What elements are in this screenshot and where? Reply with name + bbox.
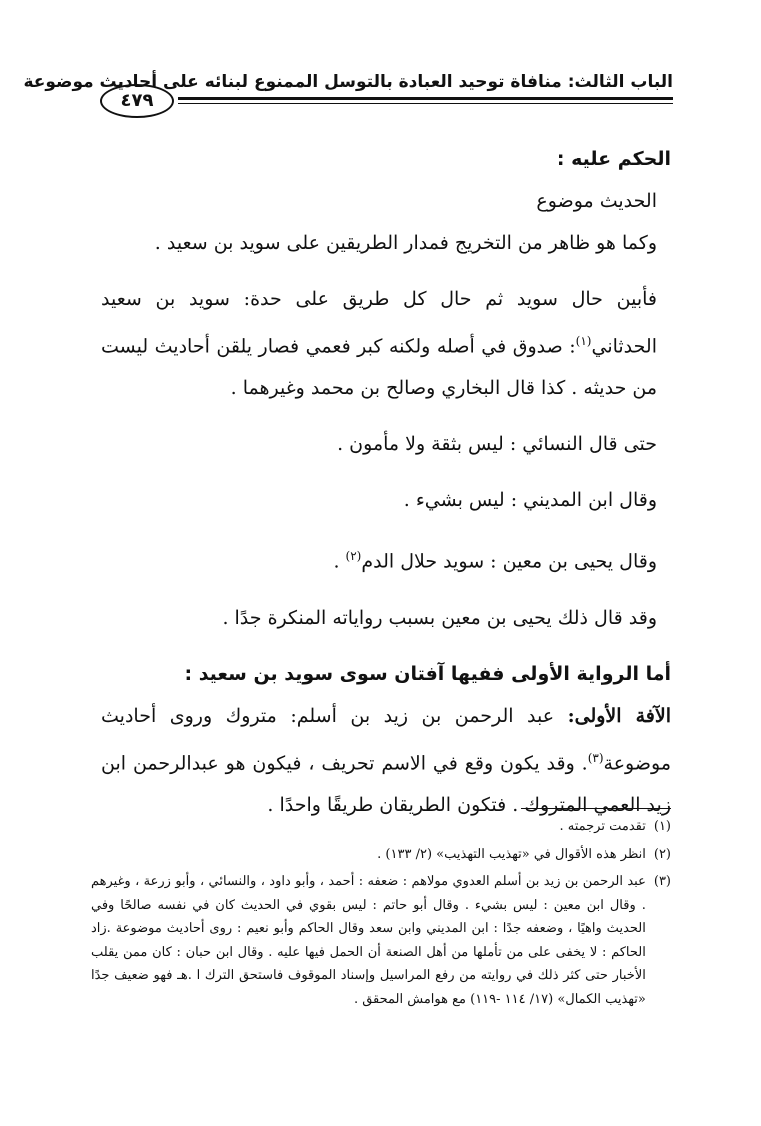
ruling-heading: الحكم عليه : <box>556 148 671 170</box>
footnote-1 <box>91 815 671 839</box>
footnote-text: عبد الرحمن بن زيد بن أسلم العدوي مولاهم : ضعفه : أحمد ، وأبو داود ، والنسائي ، وأبو زرعة ، وغيرهم . وقال ابن معين : ليس بشيء . وقال أبو حاتم : ليس بقوي في الحديث كان في نفسه صالحًا وفي الحديث واهيًا ، وضعفه جدًا : ابن المديني وابن سعد وقال الحاكم وأبو نعيم : روى أحاديث موضوعة .زاد الحاكم : لا يخفى على من تأملها من أهل الصنعة أن الحمل فيها عليه . وقال ابن حبان : كان ممن يقلب الأخبار حتى كثر ذلك في روايته من رفع المراسيل وإسناد الموقوف فاستحق الترك ا .هـ فهو ضعيف جدًا «تهذيب الكمال» (١٧/ ١١٤ -١١٩) مع هوامش المحقق . <box>91 874 646 1007</box>
main-text <box>101 138 671 826</box>
paragraph-7-start: عبد الرحمن بن زيد بن أسلم: متروك وروى أحاديث موضوعة <box>101 704 671 774</box>
chapter-header-title: الباب الثالث: منافاة توحيد العبادة بالتوسل الممنوع لبنائه على أحاديث موضوعة <box>23 72 673 92</box>
verdict-line: الحديث موضوع <box>536 190 657 212</box>
paragraph-6: وقد قال ذلك يحيى بن معين بسبب رواياته المنكرة جدًا . <box>222 606 657 629</box>
footnote-separator <box>521 808 671 809</box>
footnote-ref-2: (٢) <box>345 549 362 564</box>
footnote-number: (٣) <box>653 874 671 889</box>
header-rule-thin <box>178 103 673 104</box>
footnote-3 <box>91 870 671 1011</box>
paragraph-7-end: . وقد يكون وقع في الاسم تحريف ، فيكون هو عبدالرحمن ابن زيد العمي المتروك . فتكون الطريقان طريقًا واحدًا . <box>101 751 671 816</box>
first-narration-heading: أما الرواية الأولى ففيها آفتان سوى سويد بن سعيد : <box>184 662 671 685</box>
paragraph-5-end: . <box>333 550 340 573</box>
footnotes <box>91 815 671 1015</box>
paragraph-7 <box>101 695 671 826</box>
paragraph-1: وكما هو ظاهر من التخريج فمدار الطريقين على سويد بن سعيد . <box>154 232 657 254</box>
footnote-number: (٢) <box>653 846 671 862</box>
paragraph-2 <box>101 278 671 409</box>
paragraph-5-text: وقال يحيى بن معين : سويد حلال الدم <box>361 550 657 573</box>
footnote-ref-3: (٣) <box>587 750 604 765</box>
footnote-ref-1: (١) <box>575 334 592 348</box>
footnote-number: (١) <box>653 819 671 834</box>
paragraph-5 <box>101 535 671 582</box>
first-defect-label: الآفة الأولى: <box>567 704 671 727</box>
footnote-text: تقدمت ترجمته . <box>559 819 646 834</box>
paragraph-2-end: : صدوق في أصله ولكنه كبر فعمي فصار يلقن أحاديث ليست من حديثه . كذا قال البخاري وصالح بن محمد وغيرهما . <box>101 335 657 400</box>
header-rule-thick <box>178 97 673 100</box>
paragraph-4: وقال ابن المديني : ليس بشيء . <box>403 489 657 512</box>
footnote-text: انظر هذه الأقوال في «تهذيب التهذيب» (٢/ ١٣٣) . <box>377 846 646 862</box>
paragraph-3: حتى قال النسائي : ليس بثقة ولا مأمون . <box>337 433 657 456</box>
paragraph-2-start: فأبين حال سويد ثم حال كل طريق على حدة: سويد بن سعيد الحدثاني <box>101 288 657 358</box>
footnote-2 <box>91 843 671 867</box>
page-number: ٤٧٩ <box>100 84 174 118</box>
